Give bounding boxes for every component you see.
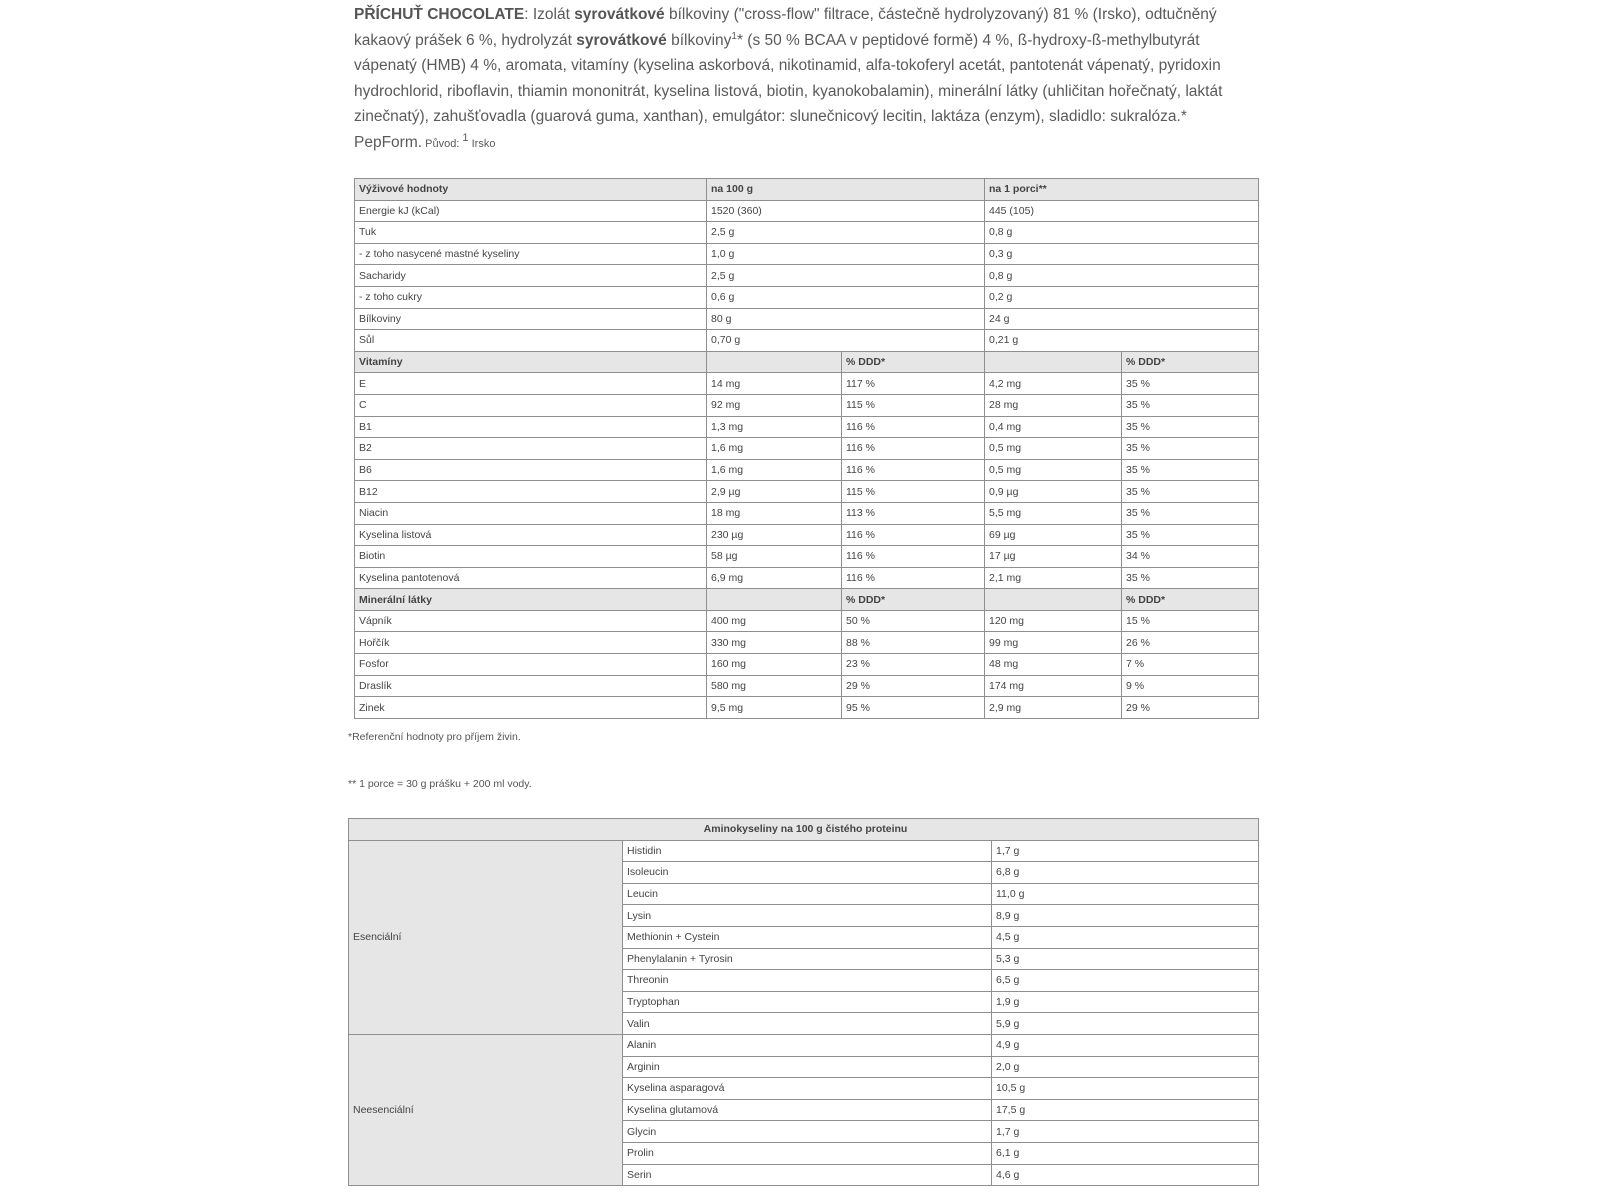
vitamins-header-cell [707,351,842,373]
ddd-per-100g: 115 % [842,481,985,503]
amino-acid-value: 4,9 g [992,1034,1259,1056]
ddd-per-portion: 34 % [1122,546,1259,568]
nutrient-name: Tuk [355,222,707,244]
nutrition-header-cell: na 1 porci** [985,179,1259,201]
minerals-header-cell: % DDD* [842,589,985,611]
minerals-row [355,632,1259,654]
amino-acid-value: 4,6 g [992,1164,1259,1186]
amino-acid-name: Threonin [623,970,992,992]
vitamins-header-cell [985,351,1122,373]
amino-acid-value: 6,5 g [992,970,1259,992]
ddd-per-100g: 116 % [842,567,985,589]
value-per-portion: 48 mg [985,654,1122,676]
amino-acid-value: 10,5 g [992,1078,1259,1100]
ddd-per-portion: 35 % [1122,416,1259,438]
reference-note: *Referenční hodnoty pro příjem živin. [348,731,521,743]
amino-acid-value: 1,7 g [992,840,1259,862]
vitamins-row [355,481,1259,503]
amino-title-row [349,819,1259,841]
ddd-per-100g: 113 % [842,502,985,524]
value-per-100g: 6,9 mg [707,567,842,589]
amino-acid-value: 4,5 g [992,926,1259,948]
vitamins-header-cell: Vitamíny [355,351,707,373]
value-per-100g: 1,3 mg [707,416,842,438]
nutrient-name: B6 [355,459,707,481]
nutrient-name: Hořčík [355,632,707,654]
nutrient-name: Kyselina listová [355,524,707,546]
nutrient-name: Zinek [355,697,707,719]
nutrition-row [355,243,1259,265]
nutrient-name: B12 [355,481,707,503]
nutrient-name: Sacharidy [355,265,707,287]
amino-acid-name: Leucin [623,883,992,905]
nutrient-name: E [355,373,707,395]
nutrition-header-row [355,179,1259,201]
ingredients-part: bílkoviny [666,31,732,49]
ddd-per-portion: 15 % [1122,610,1259,632]
amino-acid-value: 2,0 g [992,1056,1259,1078]
minerals-header-cell: Minerální látky [355,589,707,611]
nutrient-name: Kyselina pantotenová [355,567,707,589]
minerals-header-cell [707,589,842,611]
value-per-portion: 5,5 mg [985,502,1122,524]
amino-group-label: Esenciální [349,840,623,1034]
ingredients-bold: syrovátkové [574,6,665,23]
nutrient-name: - z toho cukry [355,286,707,308]
nutrient-name: C [355,394,707,416]
ddd-per-portion: 7 % [1122,654,1259,676]
vitamins-row [355,567,1259,589]
value-per-100g: 330 mg [707,632,842,654]
vitamins-row [355,546,1259,568]
vitamins-row [355,394,1259,416]
value-per-portion: 0,4 mg [985,416,1122,438]
amino-acid-value: 8,9 g [992,905,1259,927]
amino-acids-table [348,818,1259,1186]
amino-acid-name: Alanin [623,1034,992,1056]
ddd-per-100g: 50 % [842,610,985,632]
vitamins-row [355,502,1259,524]
value-per-portion: 120 mg [985,610,1122,632]
ddd-per-100g: 95 % [842,697,985,719]
vitamins-header-row [355,351,1259,373]
amino-acid-name: Kyselina glutamová [623,1099,992,1121]
nutrient-per-portion: 0,8 g [985,222,1259,244]
value-per-portion: 174 mg [985,675,1122,697]
nutrient-per-100g: 1520 (360) [707,200,985,222]
amino-group-label: Neesenciální [349,1034,623,1185]
nutrient-name: Sůl [355,330,707,352]
ddd-per-portion: 35 % [1122,481,1259,503]
amino-row [349,1034,1259,1056]
ingredients-part: * (s 50 % BCAA v peptidové formě) 4 %, ß-hydroxy-ß-methylbutyrát vápenatý (HMB) 4 %, aromata, vitamíny (kyselina askorbová, nikotinamid, alfa-tokoferyl acetát, pantotenát vápenatý, pyridoxin hydrochlorid, riboflavin, thiamin mononitrát, kyselina listová, biotin, kyanokobalamin), minerální látky (uhličitan hořečnatý, laktát zinečnatý), zahušťovadla (guarová guma, xanthan), emulgátor: slunečnicový lecitin, laktáza (enzym), sladidlo: sukralóza.* PepForm. [354,31,1223,151]
amino-acid-name: Kyselina asparagová [623,1078,992,1100]
amino-acid-value: 5,9 g [992,1013,1259,1035]
amino-acid-name: Isoleucin [623,862,992,884]
value-per-portion: 17 µg [985,546,1122,568]
nutrition-row [355,286,1259,308]
value-per-100g: 400 mg [707,610,842,632]
minerals-header-cell: % DDD* [1122,589,1259,611]
ddd-per-100g: 116 % [842,524,985,546]
amino-acid-name: Phenylalanin + Tyrosin [623,948,992,970]
value-per-100g: 9,5 mg [707,697,842,719]
value-per-portion: 28 mg [985,394,1122,416]
ddd-per-100g: 116 % [842,459,985,481]
ddd-per-portion: 35 % [1122,373,1259,395]
value-per-portion: 0,5 mg [985,438,1122,460]
nutrient-name: Niacin [355,502,707,524]
amino-acid-value: 17,5 g [992,1099,1259,1121]
amino-acid-value: 6,8 g [992,862,1259,884]
ingredients-bold: syrovátkové [576,31,667,49]
ddd-per-100g: 115 % [842,394,985,416]
amino-acid-name: Serin [623,1164,992,1186]
value-per-100g: 1,6 mg [707,459,842,481]
amino-acid-value: 1,9 g [992,991,1259,1013]
minerals-row [355,610,1259,632]
vitamins-row [355,524,1259,546]
ddd-per-100g: 116 % [842,546,985,568]
vitamins-row [355,416,1259,438]
ddd-per-portion: 35 % [1122,524,1259,546]
value-per-portion: 4,2 mg [985,373,1122,395]
nutrient-name: B1 [355,416,707,438]
nutrient-name: Draslík [355,675,707,697]
amino-acid-value: 6,1 g [992,1142,1259,1164]
portion-note: ** 1 porce = 30 g prášku + 200 ml vody. [348,778,532,790]
nutrient-name: Fosfor [355,654,707,676]
amino-acid-value: 5,3 g [992,948,1259,970]
value-per-portion: 69 µg [985,524,1122,546]
footnote-mark: 1 [462,131,469,144]
value-per-portion: 0,9 µg [985,481,1122,503]
value-per-portion: 2,9 mg [985,697,1122,719]
nutrition-row [355,222,1259,244]
ddd-per-portion: 35 % [1122,438,1259,460]
ddd-per-portion: 35 % [1122,459,1259,481]
nutrient-per-100g: 0,6 g [707,286,985,308]
nutrient-name: B2 [355,438,707,460]
ddd-per-100g: 29 % [842,675,985,697]
nutrient-name: Vápník [355,610,707,632]
value-per-100g: 230 µg [707,524,842,546]
ingredients-part: bílkoviny ("cross-flow" filtrace, částečně hydrolyzovaný) 81 % (Irsko), odtučněný kakaový prášek 6 %, hydrolyzát [354,6,1217,49]
ddd-per-100g: 88 % [842,632,985,654]
ingredients-part: : Izolát [524,6,575,23]
nutrient-per-portion: 0,3 g [985,243,1259,265]
vitamins-row [355,459,1259,481]
ddd-per-100g: 116 % [842,438,985,460]
ddd-per-portion: 9 % [1122,675,1259,697]
nutrient-per-100g: 1,0 g [707,243,985,265]
ddd-per-portion: 35 % [1122,567,1259,589]
origin-country: Irsko [468,137,496,150]
value-per-100g: 1,6 mg [707,438,842,460]
amino-acid-name: Tryptophan [623,991,992,1013]
amino-acid-name: Lysin [623,905,992,927]
minerals-header-cell [985,589,1122,611]
flavor-label: PŘÍCHUŤ CHOCOLATE [354,6,525,23]
value-per-100g: 92 mg [707,394,842,416]
minerals-row [355,675,1259,697]
amino-acid-name: Arginin [623,1056,992,1078]
ddd-per-100g: 116 % [842,416,985,438]
nutrition-header-cell: Výživové hodnoty [355,179,707,201]
nutrient-per-portion: 0,8 g [985,265,1259,287]
amino-acid-name: Histidin [623,840,992,862]
vitamins-row [355,373,1259,395]
minerals-header-row [355,589,1259,611]
ddd-per-portion: 26 % [1122,632,1259,654]
value-per-portion: 2,1 mg [985,567,1122,589]
nutrient-name: Energie kJ (kCal) [355,200,707,222]
value-per-100g: 580 mg [707,675,842,697]
nutrition-row [355,265,1259,287]
footnote-mark: 1 [731,30,737,42]
nutrient-per-100g: 2,5 g [707,222,985,244]
amino-acid-name: Valin [623,1013,992,1035]
value-per-portion: 0,5 mg [985,459,1122,481]
value-per-100g: 2,9 µg [707,481,842,503]
nutrient-per-100g: 0,70 g [707,330,985,352]
ingredients-text [354,2,1259,157]
vitamins-header-cell: % DDD* [1122,351,1259,373]
nutrition-row [355,308,1259,330]
nutrition-table [354,178,1259,719]
amino-acid-value: 1,7 g [992,1121,1259,1143]
ddd-per-portion: 35 % [1122,394,1259,416]
nutrient-name: Biotin [355,546,707,568]
minerals-row [355,654,1259,676]
nutrition-header-cell: na 100 g [707,179,985,201]
amino-row [349,840,1259,862]
value-per-100g: 14 mg [707,373,842,395]
ddd-per-portion: 29 % [1122,697,1259,719]
origin-label: Původ: [422,137,463,150]
amino-acid-value: 11,0 g [992,883,1259,905]
ddd-per-portion: 35 % [1122,502,1259,524]
nutrient-per-portion: 0,2 g [985,286,1259,308]
nutrient-per-portion: 0,21 g [985,330,1259,352]
nutrient-per-100g: 80 g [707,308,985,330]
amino-acid-name: Methionin + Cystein [623,926,992,948]
nutrient-per-portion: 445 (105) [985,200,1259,222]
value-per-100g: 58 µg [707,546,842,568]
value-per-100g: 160 mg [707,654,842,676]
ddd-per-100g: 23 % [842,654,985,676]
value-per-100g: 18 mg [707,502,842,524]
nutrient-per-portion: 24 g [985,308,1259,330]
ddd-per-100g: 117 % [842,373,985,395]
vitamins-header-cell: % DDD* [842,351,985,373]
value-per-portion: 99 mg [985,632,1122,654]
nutrient-name: - z toho nasycené mastné kyseliny [355,243,707,265]
nutrition-row [355,200,1259,222]
amino-acid-name: Glycin [623,1121,992,1143]
nutrition-row [355,330,1259,352]
nutrient-per-100g: 2,5 g [707,265,985,287]
amino-table-title: Aminokyseliny na 100 g čistého proteinu [349,819,1259,841]
minerals-row [355,697,1259,719]
amino-acid-name: Prolin [623,1142,992,1164]
nutrient-name: Bílkoviny [355,308,707,330]
vitamins-row [355,438,1259,460]
